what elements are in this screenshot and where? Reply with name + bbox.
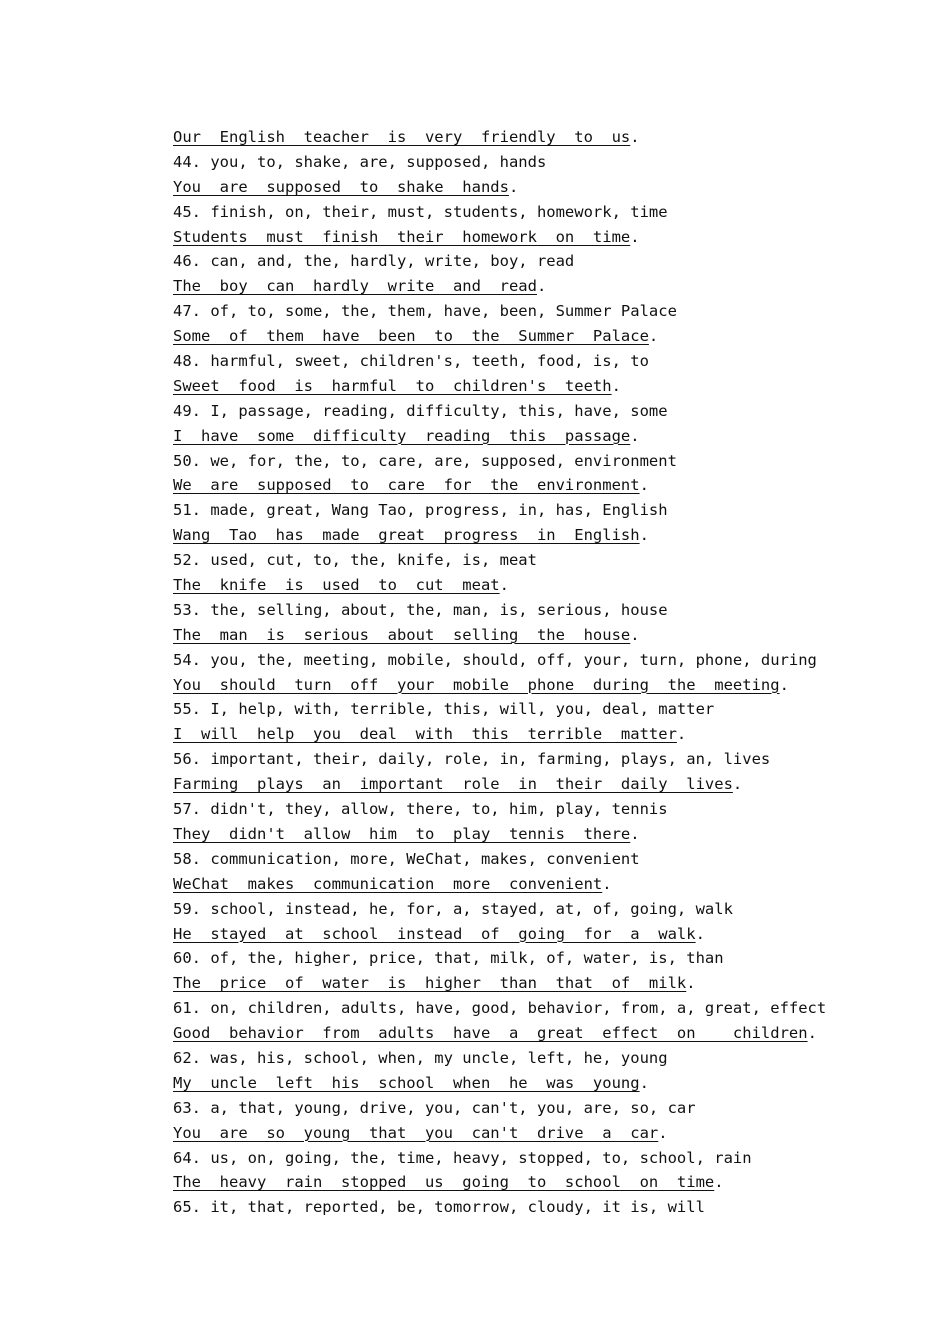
prompt-line: 54. you, the, meeting, mobile, should, off, your, turn, phone, during (173, 650, 817, 669)
answer-text: We are supposed to care for the environment (173, 476, 640, 495)
answer-text: You are so young that you can't drive a car (173, 1123, 659, 1142)
answer-text: Sweet food is harmful to children's teeth (173, 376, 612, 395)
answer-text: Students must finish their homework on time (173, 227, 631, 246)
prompt-line: 52. used, cut, to, the, knife, is, meat (173, 551, 537, 570)
exercise-list (173, 125, 833, 1220)
answer-text: Some of them have been to the Summer Palace (173, 327, 649, 346)
answer-period: . (658, 1123, 668, 1142)
answer-line (173, 473, 833, 498)
answer-line (173, 772, 833, 797)
prompt-line: 51. made, great, Wang Tao, progress, in, has, English (173, 501, 668, 520)
prompt-line: 61. on, children, adults, have, good, behavior, from, a, great, effect (173, 999, 827, 1018)
prompt-line: 55. I, help, with, terrible, this, will, you, deal, matter (173, 700, 715, 719)
answer-period: . (611, 376, 621, 395)
answer-line (173, 822, 833, 847)
answer-text: WeChat makes communication more convenient (173, 874, 603, 893)
answer-period: . (536, 277, 547, 296)
answer-line (173, 324, 833, 349)
answer-line (173, 573, 833, 598)
answer-period: . (630, 128, 640, 146)
prompt-line: 48. harmful, sweet, children's, teeth, food, is, to (173, 352, 649, 371)
answer-line (173, 673, 833, 698)
answer-period: . (630, 426, 640, 445)
answer-line (173, 922, 833, 947)
answer-text: You are supposed to shake hands (173, 177, 509, 196)
answer-text: Good behavior from adults have a great effect on children (173, 1024, 808, 1043)
prompt-line: 46. can, and, the, hardly, write, boy, read (173, 252, 575, 271)
answer-text: The boy can hardly write and read (173, 277, 537, 296)
answer-text: They didn't allow him to play tennis there (173, 824, 631, 843)
prompt-line: 45. finish, on, their, must, students, homework, time (173, 202, 668, 221)
answer-period: . (602, 874, 612, 893)
answer-line (173, 722, 833, 747)
answer-text: He stayed at school instead of going for a walk (173, 924, 696, 943)
prompt-line: 49. I, passage, reading, difficulty, this, have, some (173, 401, 668, 420)
answer-line (173, 1071, 833, 1096)
answer-line (173, 274, 833, 299)
answer-text: The heavy rain stopped us going to school on time (173, 1173, 715, 1192)
answer-line (173, 1121, 833, 1146)
answer-text: The price of water is higher than that of milk (173, 974, 687, 993)
answer-line (173, 971, 833, 996)
answer-period: . (676, 725, 687, 744)
answer-line (173, 1021, 833, 1046)
prompt-line: 44. you, to, shake, are, supposed, hands (173, 152, 547, 171)
answer-line (173, 374, 833, 399)
prompt-line: 65. it, that, reported, be, tomorrow, cloudy, it is, will (173, 1198, 705, 1217)
answer-period: . (508, 177, 519, 196)
answer-period: . (639, 526, 649, 545)
answer-line (173, 1170, 833, 1195)
answer-text: My uncle left his school when he was young (173, 1073, 640, 1092)
answer-text: The man is serious about selling the house (173, 625, 631, 644)
answer-period: . (639, 476, 649, 495)
answer-line (173, 623, 833, 648)
answer-text: The knife is used to cut meat (173, 576, 500, 595)
answer-text: Our English teacher is very friendly to us (173, 128, 631, 146)
prompt-line: 63. a, that, young, drive, you, can't, you, are, so, car (173, 1098, 696, 1117)
answer-text: I will help you deal with this terrible matter (173, 725, 677, 744)
answer-line (173, 125, 833, 150)
prompt-line: 59. school, instead, he, for, a, stayed, at, of, going, walk (173, 899, 733, 918)
prompt-line: 56. important, their, daily, role, in, farming, plays, an, lives (173, 750, 771, 769)
prompt-line: 58. communication, more, WeChat, makes, convenient (173, 849, 640, 868)
answer-line (173, 523, 833, 548)
answer-period: . (807, 1024, 817, 1043)
answer-period: . (779, 675, 789, 694)
answer-period: . (630, 625, 640, 644)
answer-text: Farming plays an important role in their daily lives (173, 775, 733, 794)
answer-text: You should turn off your mobile phone during the meeting (173, 675, 780, 694)
answer-period: . (695, 924, 705, 943)
prompt-line: 47. of, to, some, the, them, have, been, Summer Palace (173, 302, 677, 321)
prompt-line: 53. the, selling, about, the, man, is, serious, house (173, 600, 668, 619)
answer-period: . (630, 227, 640, 246)
answer-period: . (630, 824, 640, 843)
answer-period: . (499, 576, 509, 595)
answer-line (173, 424, 833, 449)
answer-line (173, 225, 833, 250)
answer-line (173, 175, 833, 200)
prompt-line: 57. didn't, they, allow, there, to, him, play, tennis (173, 800, 668, 819)
answer-line (173, 872, 833, 897)
prompt-line: 50. we, for, the, to, care, are, supposed, environment (173, 451, 677, 470)
prompt-line: 62. was, his, school, when, my uncle, left, he, young (173, 1048, 668, 1067)
answer-text: I have some difficulty reading this passage (173, 426, 631, 445)
answer-text: Wang Tao has made great progress in English (173, 526, 640, 545)
prompt-line: 60. of, the, higher, price, that, milk, of, water, is, than (173, 949, 724, 968)
answer-period: . (648, 327, 659, 346)
answer-period: . (686, 974, 696, 993)
answer-period: . (714, 1173, 724, 1192)
prompt-line: 64. us, on, going, the, time, heavy, stopped, to, school, rain (173, 1148, 752, 1167)
answer-period: . (732, 775, 743, 794)
answer-period: . (639, 1073, 649, 1092)
